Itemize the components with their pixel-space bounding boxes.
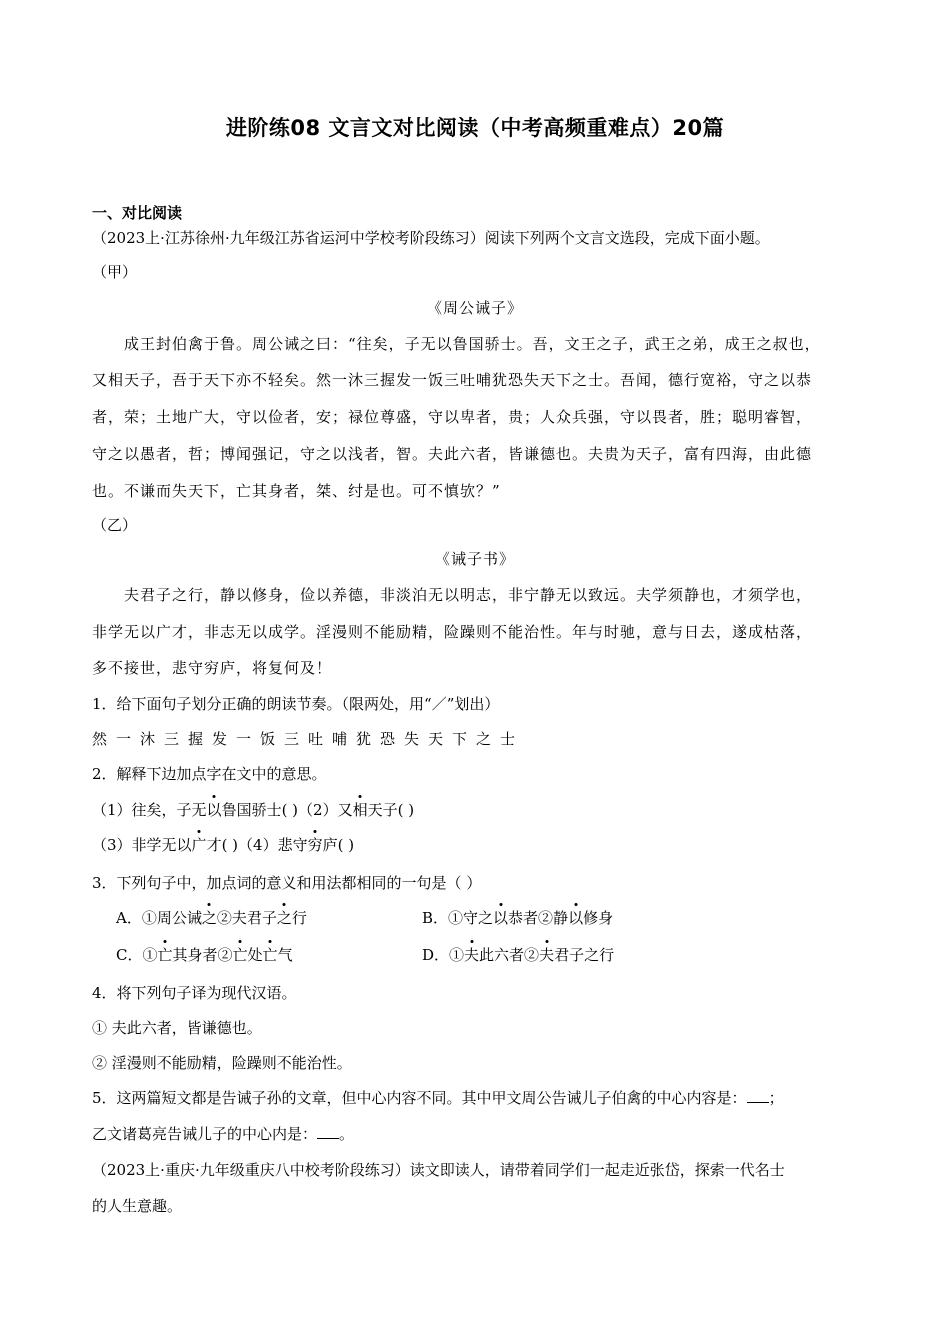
answer-blank bbox=[317, 1124, 339, 1139]
passage-jia-line: 者，荣；土地广大，守以俭者，安；禄位尊盛，守以卑者，贵；人众兵强，守以畏者，胜；聪明睿智， bbox=[92, 408, 813, 426]
question-2: 2．解释下边加点字在文中的意思。 bbox=[92, 765, 327, 783]
passage-jia-line: 也。不谦而失天下，亡其身者，桀、纣是也。可不慎欤？” bbox=[92, 482, 501, 500]
passage-yi-line: 多不接世，悲守穷庐，将复何及！ bbox=[92, 659, 333, 677]
option-a: A．①周公诫之②夫君子之行 bbox=[116, 909, 307, 927]
source-note-2: （2023上·重庆·九年级重庆八中校考阶段练习）读文即读人，请带着同学们一起走近张岱，探索一代名士 bbox=[92, 1161, 785, 1179]
question-1-sentence: 然一沐三握发一饭三吐哺犹恐失天下之士 bbox=[92, 730, 525, 748]
question-4-item-1: ① 夫此六者，皆谦德也。 bbox=[92, 1019, 262, 1037]
passage-yi-line: 夫君子之行，静以修身，俭以养德，非淡泊无以明志，非宁静无以致远。夫学须静也，才须学也， bbox=[124, 586, 813, 604]
passage-jia-line: 守之以愚者，哲；博闻强记，守之以浅者，智。夫此六者，皆谦德也。夫贵为天子，富有四海，由此德 bbox=[92, 445, 813, 463]
passage-jia-line: 又相天子，吾于天下亦不轻矣。然一沐三握发一饭三吐哺犹恐失天下之士。吾闻，德行宽裕，守之以恭 bbox=[92, 371, 813, 389]
passage-yi-title: 《诫子书》 bbox=[434, 550, 515, 568]
question-2-items-line2: （3）非学无以广才( )（4）悲守穷庐( ) bbox=[92, 836, 355, 854]
question-2-items-line1: （1）往矣，子无以鲁国骄士( )（2）又相天子( ) bbox=[92, 801, 415, 819]
option-b: B．①守之以恭者②静以修身 bbox=[422, 909, 614, 927]
source-note-1: （2023上·江苏徐州·九年级江苏省运河中学校考阶段练习）阅读下列两个文言文选段，完成下面小题。 bbox=[92, 229, 770, 247]
emphasis-dot-char: 相 bbox=[352, 801, 368, 819]
option-d: D．①夫此六者②夫君子之行 bbox=[422, 946, 615, 964]
source-note-2-cont: 的人生意趣。 bbox=[92, 1197, 183, 1215]
question-4-item-2: ② 淫漫则不能励精，险躁则不能治性。 bbox=[92, 1054, 352, 1072]
question-5-line2: 乙文诸葛亮告诫儿子的中心内是： 。 bbox=[92, 1125, 355, 1143]
emphasis-dot-char: 广 bbox=[191, 836, 207, 854]
passage-yi-label: （乙） bbox=[92, 516, 138, 534]
passage-jia-label: （甲） bbox=[92, 263, 138, 281]
passage-yi-line: 非学无以广才，非志无以成学。淫漫则不能励精，险躁则不能治性。年与时驰，意与日去，遂成枯落， bbox=[92, 623, 813, 641]
question-4: 4．将下列句子译为现代汉语。 bbox=[92, 984, 297, 1002]
page-title: 进阶练08 文言文对比阅读（中考高频重难点）20篇 bbox=[225, 116, 725, 140]
emphasis-dot-char: 以 bbox=[206, 801, 222, 819]
option-c: C．①亡其身者②亡处亡气 bbox=[116, 946, 293, 964]
question-3: 3．下列句子中，加点词的意义和用法都相同的一句是（ ） bbox=[92, 874, 482, 892]
emphasis-dot-char: 穷 bbox=[307, 836, 323, 854]
passage-jia-line: 成王封伯禽于鲁。周公诫之曰：“往矣，子无以鲁国骄士。吾，文王之子，武王之弟，成王之叔也， bbox=[124, 335, 821, 353]
section-heading: 一、对比阅读 bbox=[92, 204, 183, 222]
question-1: 1．给下面句子划分正确的朗读节奏。（限两处，用“／”划出） bbox=[92, 695, 500, 713]
answer-blank bbox=[747, 1088, 769, 1103]
passage-jia-title: 《周公诫子》 bbox=[426, 299, 523, 317]
question-5-line1: 5．这两篇短文都是告诫子孙的文章，但中心内容不同。其中甲文周公告诫儿子伯禽的中心内容是： ； bbox=[92, 1089, 784, 1107]
